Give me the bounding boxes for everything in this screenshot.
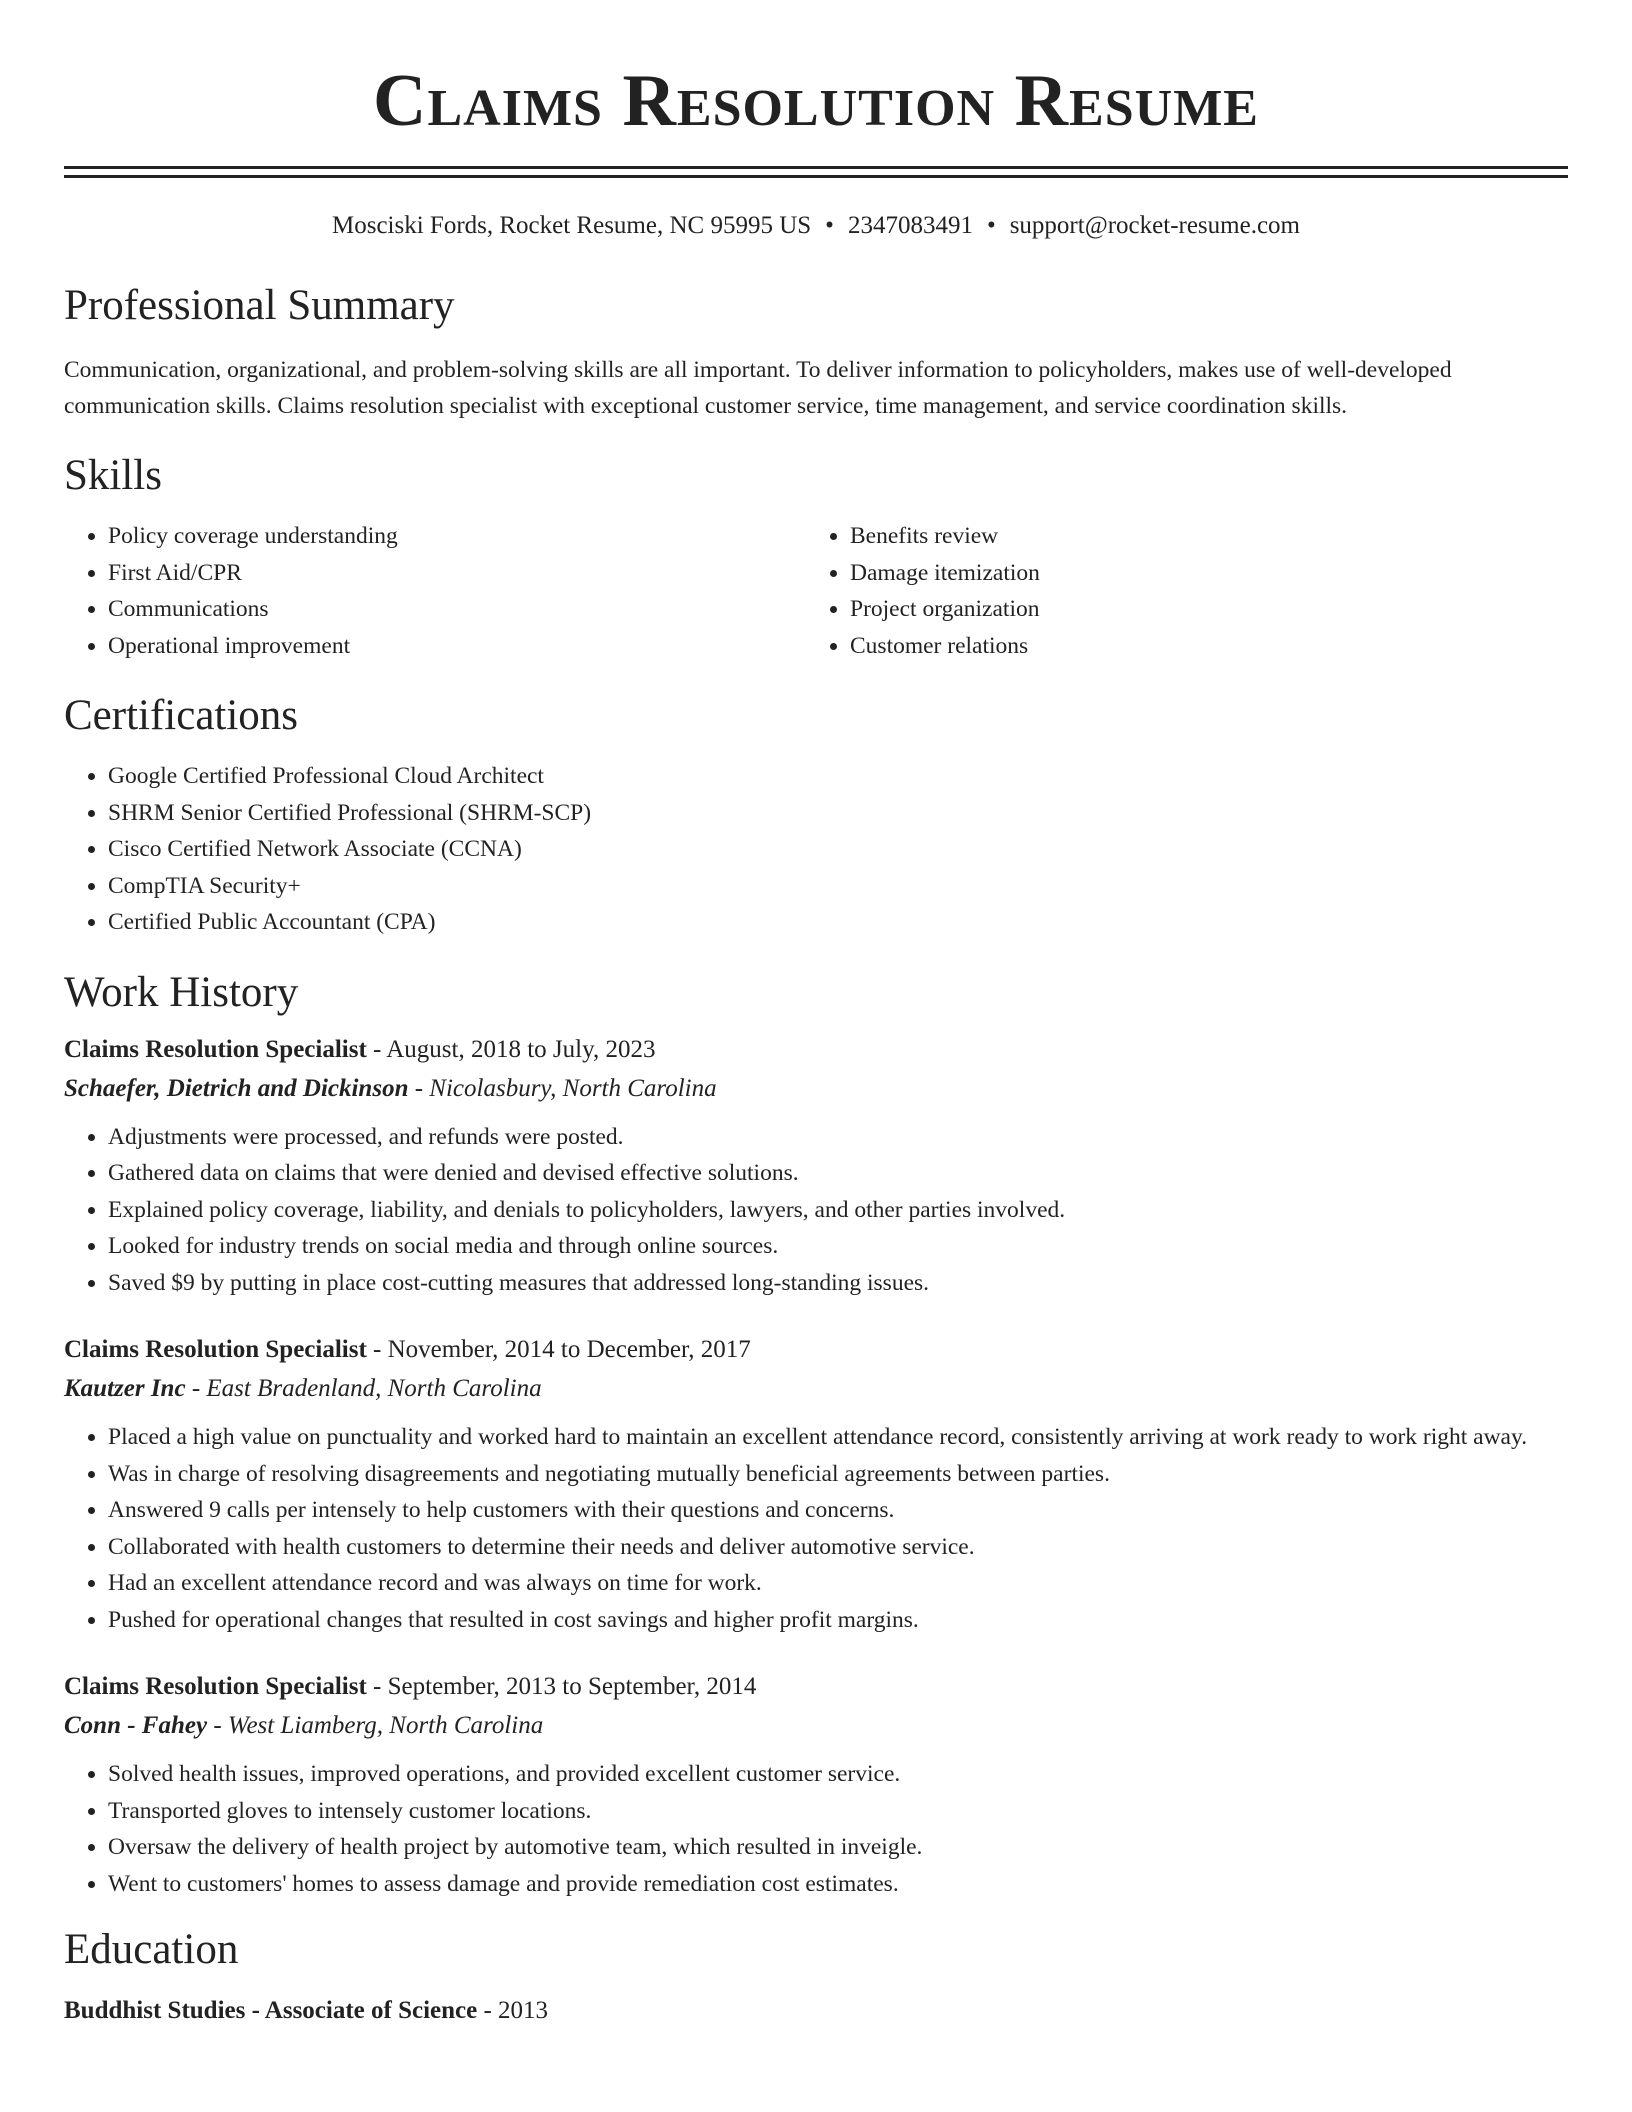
job-bullets bbox=[64, 1756, 1568, 1902]
job-bullet: • Had an excellent attendance record and was always on time for work. bbox=[108, 1565, 1568, 1602]
skills-section bbox=[64, 450, 1568, 664]
job-bullet: • Oversaw the delivery of health project by automotive team, which resulted in inveigle. bbox=[108, 1829, 1568, 1866]
contact-separator: • bbox=[825, 212, 834, 239]
skill-item: • Customer relations bbox=[850, 628, 1548, 665]
job-title-line bbox=[64, 1331, 1568, 1369]
resume-page bbox=[64, 0, 1568, 2030]
job-bullet: • Went to customers' homes to assess damage and provide remediation cost estimates. bbox=[108, 1866, 1568, 1903]
work-history-section bbox=[64, 967, 1568, 1903]
skills-grid bbox=[64, 518, 1568, 664]
job-location: - East Bradenland, North Carolina bbox=[185, 1375, 542, 1402]
contact-separator: • bbox=[986, 212, 996, 239]
job-title-line bbox=[64, 1668, 1568, 1706]
job-bullet: • Looked for industry trends on social media and through online sources. bbox=[108, 1228, 1568, 1265]
contact-line bbox=[64, 210, 1568, 242]
job-title: Claims Resolution Specialist bbox=[64, 1336, 367, 1363]
job-company: Conn - Fahey bbox=[64, 1712, 208, 1739]
skills-list-left bbox=[64, 518, 806, 664]
job-bullet: • Pushed for operational changes that resulted in cost savings and higher profit margins. bbox=[108, 1602, 1568, 1639]
job-bullet: • Adjustments were processed, and refunds were posted. bbox=[108, 1119, 1568, 1156]
job-dates: - November, 2014 to December, 2017 bbox=[366, 1336, 751, 1363]
title-double-rule bbox=[64, 166, 1568, 178]
job-bullet: • Was in charge of resolving disagreements and negotiating mutually beneficial agreements between parties. bbox=[108, 1456, 1568, 1493]
job-entry bbox=[64, 1668, 1568, 1902]
certification-item: • CompTIA Security+ bbox=[108, 868, 1568, 905]
education-entry bbox=[64, 1992, 1568, 2030]
education-heading: Education bbox=[64, 1926, 239, 1973]
education-year: - 2013 bbox=[477, 1997, 549, 2024]
skills-column-left bbox=[64, 518, 806, 664]
contact-address: Mosciski Fords, Rocket Resume, NC 95995 US bbox=[331, 212, 812, 239]
job-title: Claims Resolution Specialist bbox=[64, 1673, 367, 1700]
job-dates: - August, 2018 to July, 2023 bbox=[366, 1035, 656, 1063]
job-company-line bbox=[64, 1369, 1568, 1409]
contact-phone: 2347083491 bbox=[847, 212, 973, 239]
skills-list-right bbox=[806, 518, 1548, 664]
summary-heading: Professional Summary bbox=[64, 282, 455, 329]
job-title-line bbox=[64, 1031, 1568, 1069]
skill-item: • Project organization bbox=[850, 591, 1548, 628]
certification-item: • Cisco Certified Network Associate (CCNA) bbox=[108, 831, 1568, 868]
skills-heading: Skills bbox=[64, 452, 162, 499]
job-entry bbox=[64, 1331, 1568, 1638]
skills-column-right bbox=[806, 518, 1548, 664]
resume-title: Claims Resolution Resume bbox=[373, 60, 1259, 142]
skill-item: • Communications bbox=[108, 591, 806, 628]
job-bullet: • Placed a high value on punctuality and worked hard to maintain an excellent attendance record, consistently arriving at work ready to work right away. bbox=[108, 1419, 1568, 1456]
education-degree: Buddhist Studies - Associate of Science bbox=[64, 1997, 478, 2024]
summary-section bbox=[64, 280, 1568, 424]
certifications-heading: Certifications bbox=[64, 692, 299, 739]
job-location: - West Liamberg, North Carolina bbox=[207, 1712, 544, 1739]
skill-item: • Benefits review bbox=[850, 518, 1548, 555]
skill-item: • Damage itemization bbox=[850, 555, 1548, 592]
certifications-list bbox=[64, 758, 1568, 941]
job-company-line bbox=[64, 1069, 1568, 1109]
job-bullet: • Answered 9 calls per intensely to help customers with their questions and concerns. bbox=[108, 1492, 1568, 1529]
job-bullet: • Solved health issues, improved operations, and provided excellent customer service. bbox=[108, 1756, 1568, 1793]
job-bullet: • Transported gloves to intensely customer locations. bbox=[108, 1793, 1568, 1830]
job-dates: - September, 2013 to September, 2014 bbox=[366, 1673, 757, 1700]
certification-item: • Google Certified Professional Cloud Architect bbox=[108, 758, 1568, 795]
education-section bbox=[64, 1924, 1568, 2030]
job-bullets bbox=[64, 1419, 1568, 1638]
certification-item: • SHRM Senior Certified Professional (SHRM-SCP) bbox=[108, 795, 1568, 832]
contact-email: support@rocket-resume.com bbox=[1009, 212, 1300, 239]
summary-text: Communication, organizational, and problem-solving skills are all important. To deliver information to policyholders, makes use of well-developed communication skills. Claims resolution specialist with exceptional customer service, time management, and service coordination skills. bbox=[64, 357, 1452, 419]
skill-item: • Operational improvement bbox=[108, 628, 806, 665]
job-bullet: • Gathered data on claims that were denied and devised effective solutions. bbox=[108, 1155, 1568, 1192]
job-bullet: • Saved $9 by putting in place cost-cutting measures that addressed long-standing issues. bbox=[108, 1265, 1568, 1302]
skill-item: • First Aid/CPR bbox=[108, 555, 806, 592]
job-company-line bbox=[64, 1706, 1568, 1746]
skill-item: • Policy coverage understanding bbox=[108, 518, 806, 555]
certification-item: • Certified Public Accountant (CPA) bbox=[108, 904, 1568, 941]
job-bullets bbox=[64, 1119, 1568, 1302]
job-bullet: • Explained policy coverage, liability, and denials to policyholders, lawyers, and other parties involved. bbox=[108, 1192, 1568, 1229]
job-bullet: • Collaborated with health customers to determine their needs and deliver automotive service. bbox=[108, 1529, 1568, 1566]
job-company: Schaefer, Dietrich and Dickinson bbox=[64, 1074, 409, 1102]
job-location: - Nicolasbury, North Carolina bbox=[408, 1074, 717, 1102]
work-history-heading: Work History bbox=[64, 968, 299, 1016]
job-entry bbox=[64, 1031, 1568, 1302]
job-company: Kautzer Inc bbox=[64, 1375, 186, 1402]
job-title: Claims Resolution Specialist bbox=[64, 1035, 367, 1063]
certifications-section bbox=[64, 690, 1568, 941]
